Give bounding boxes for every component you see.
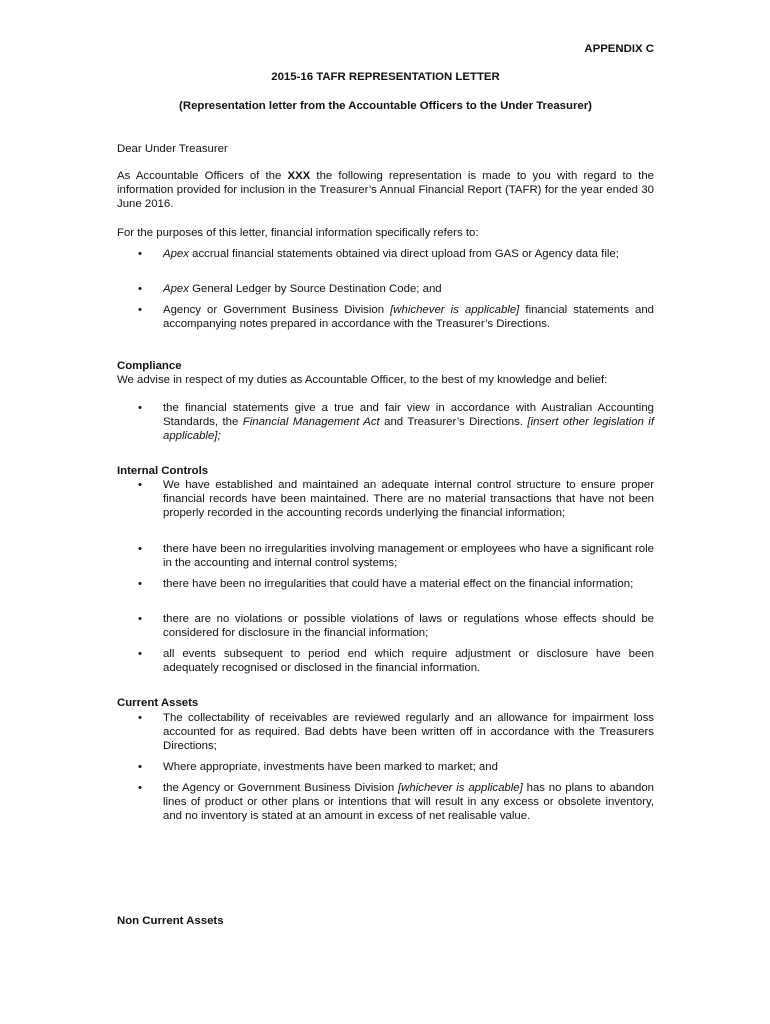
- list-item: [117, 401, 654, 443]
- legislation-note: [insert other legislation if applicable];: [163, 416, 655, 442]
- bullet-dot: •: [138, 761, 142, 773]
- list-item-text: has no plans to abandon lines of product or other plans or intentions that will result in any excess or obsolete inventory, and no inventory is stated at an amount in excess of net realisable value.: [163, 782, 654, 822]
- list-item: [117, 612, 654, 640]
- bullet-dot: •: [138, 479, 142, 491]
- applicable-note: [whichever is applicable]: [398, 782, 523, 794]
- apex-label: Apex: [163, 248, 189, 260]
- list-item: [117, 478, 654, 520]
- bullet-dot: •: [138, 304, 142, 316]
- list-item-text: Where appropriate, investments have been marked to market; and: [163, 761, 498, 773]
- list-item-text: there have been no irregularities that could have a material effect on the financial information;: [163, 578, 634, 590]
- list-item: [117, 760, 654, 774]
- list-item: [117, 711, 654, 753]
- purposes-lead: For the purposes of this letter, financial information specifically refers to:: [117, 227, 479, 239]
- document-title: 2015-16 TAFR REPRESENTATION LETTER: [271, 71, 500, 83]
- list-item-pre: the Agency or Government Business Division: [163, 782, 399, 794]
- list-item: [117, 282, 654, 296]
- current-assets-heading: Current Assets: [117, 697, 199, 709]
- bullet-dot: •: [138, 782, 142, 794]
- salutation: Dear Under Treasurer: [117, 143, 228, 155]
- bullet-dot: •: [138, 613, 142, 625]
- list-item: [117, 577, 654, 591]
- list-item-text: accrual financial statements obtained via direct upload from GAS or Agency data file;: [188, 248, 619, 260]
- entity-placeholder: XXX: [287, 170, 311, 182]
- list-item: [117, 542, 654, 570]
- bullet-dot: •: [138, 543, 142, 555]
- bullet-dot: •: [138, 283, 142, 295]
- list-item-pre: Agency or Government Business Division: [163, 304, 391, 316]
- applicable-note: [whichever is applicable]: [390, 304, 520, 316]
- intro-part2: the following representation is made to you with regard to the information provided for inclusion in the Treasurer’s Annual Financial Report (TAFR) for the year ended 30 June 2016.: [117, 170, 654, 210]
- non-current-assets-heading: Non Current Assets: [117, 915, 224, 927]
- apex-label: Apex: [163, 283, 189, 295]
- list-item-text: General Ledger by Source Destination Code; and: [188, 283, 442, 295]
- act-name: Financial Management Act: [242, 416, 380, 428]
- internal-controls-heading: Internal Controls: [117, 465, 209, 477]
- compliance-lead: We advise in respect of my duties as Accountable Officer, to the best of my knowledge and belief:: [117, 374, 608, 386]
- compliance-heading: Compliance: [117, 360, 182, 372]
- list-item-text: financial statements and accompanying notes prepared in accordance with the Treasurer’s Directions.: [163, 304, 655, 330]
- bullet-dot: •: [138, 402, 142, 414]
- list-item: [117, 247, 654, 261]
- bullet-dot: •: [138, 648, 142, 660]
- bullet-dot: •: [138, 248, 142, 260]
- bullet-dot: •: [138, 578, 142, 590]
- list-item: [117, 303, 654, 331]
- list-item-text: there have been no irregularities involving management or employees who have a significant role in the accounting and internal control systems;: [163, 543, 654, 569]
- intro-part1: As Accountable Officers of the: [117, 170, 288, 182]
- list-item-text: The collectability of receivables are reviewed regularly and an allowance for impairment loss accounted for as required. Bad debts have been written off in accordance with the Treasurers Directions;: [163, 712, 654, 752]
- bullet-dot: •: [138, 712, 142, 724]
- list-item-text: all events subsequent to period end which require adjustment or disclosure have been adequately recognised or disclosed in the financial information.: [163, 648, 654, 674]
- list-item-post: and Treasurer’s Directions.: [379, 416, 528, 428]
- document-subtitle: (Representation letter from the Accountable Officers to the Under Treasurer): [179, 100, 592, 112]
- list-item-text: there are no violations or possible violations of laws or regulations whose effects should be considered for disclosure in the financial information;: [163, 613, 654, 639]
- list-item: [117, 781, 654, 823]
- list-item: [117, 647, 654, 675]
- appendix-label: APPENDIX C: [584, 43, 654, 55]
- list-item-text: We have established and maintained an adequate internal control structure to ensure proper financial records have been maintained. There are no material transactions that have not been properly recorded in the accounting records underlying the financial information;: [163, 479, 654, 519]
- list-item-pre: the financial statements give a true and fair view in accordance with Australian Accounting Standards, the: [163, 402, 654, 428]
- intro-paragraph: [117, 169, 654, 211]
